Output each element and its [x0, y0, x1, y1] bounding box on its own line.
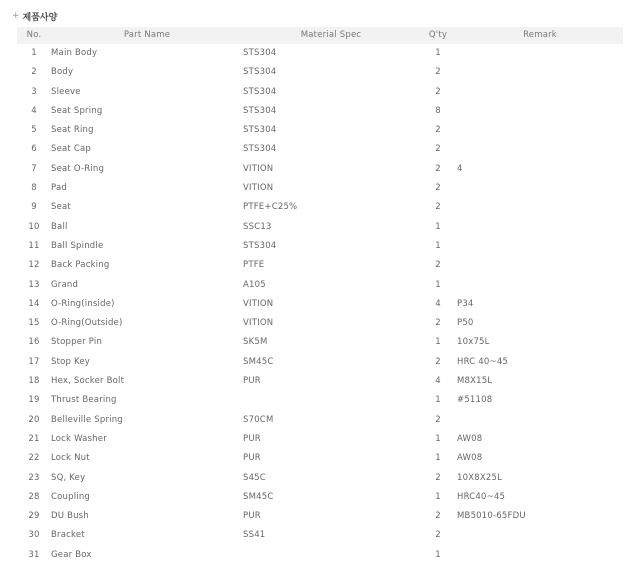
cell-part-name: Sleeve [51, 86, 81, 97]
table-row [17, 237, 623, 256]
table-row [17, 160, 623, 179]
cell-part-name: O-Ring(Outside) [51, 318, 123, 329]
cell-part-name: Back Packing [51, 260, 110, 271]
cell-no: 19 [28, 395, 40, 406]
cell-no: 13 [28, 279, 40, 290]
table-row [17, 295, 623, 314]
plus-bullet-icon: + [12, 11, 20, 21]
cell-qty: 2 [435, 511, 441, 522]
cell-qty: 4 [435, 298, 441, 309]
cell-material-spec: S70CM [243, 414, 274, 425]
cell-no: 28 [28, 491, 40, 502]
header-qty: Q'ty [428, 30, 448, 40]
header-no: No. [26, 30, 42, 40]
cell-remark [457, 526, 623, 545]
table-row [17, 546, 623, 565]
table-row [17, 411, 623, 430]
cell-no: 7 [31, 163, 37, 174]
cell-qty: 1 [435, 240, 441, 251]
cell-qty: 2 [435, 125, 441, 136]
cell-qty: 2 [435, 163, 441, 174]
cell-material-spec: SK5M [243, 337, 268, 348]
cell-material-spec: PUR [243, 511, 261, 522]
cell-remark: 10x75L [457, 337, 490, 348]
cell-part-name: Seat Cap [51, 144, 92, 155]
cell-part-name: Hex, Socker Bolt [51, 376, 125, 387]
cell-material-spec: VITION [243, 183, 274, 194]
cell-part-name: Gear Box [51, 549, 92, 560]
cell-no: 9 [31, 202, 37, 213]
table-row [17, 102, 623, 121]
cell-material-spec [243, 546, 419, 565]
table-row [17, 198, 623, 217]
cell-part-name: Thrust Bearing [51, 395, 117, 406]
cell-no: 5 [31, 125, 37, 136]
cell-qty: 1 [435, 337, 441, 348]
cell-material-spec [243, 391, 419, 410]
cell-part-name: Seat O-Ring [51, 163, 105, 174]
cell-remark [457, 546, 623, 565]
cell-qty: 2 [435, 183, 441, 194]
cell-no: 6 [31, 144, 37, 155]
header-remark: Remark [523, 30, 557, 40]
table-row [17, 507, 623, 526]
cell-part-name: Belleville Spring [51, 414, 123, 425]
cell-qty: 1 [435, 433, 441, 444]
cell-material-spec: PTFE+C25% [243, 202, 298, 213]
cell-material-spec: S45C [243, 472, 266, 483]
cell-remark [457, 44, 623, 63]
cell-no: 17 [28, 356, 40, 367]
cell-material-spec: PTFE [243, 260, 265, 271]
cell-no: 16 [28, 337, 40, 348]
cell-material-spec: STS304 [243, 48, 277, 58]
cell-qty: 1 [435, 48, 441, 58]
cell-qty: 2 [435, 318, 441, 329]
cell-remark [457, 140, 623, 159]
cell-part-name: Seat Ring [51, 125, 94, 136]
cell-qty: 1 [435, 395, 441, 406]
cell-no: 8 [31, 183, 37, 194]
cell-qty: 2 [435, 472, 441, 483]
cell-qty: 2 [435, 67, 441, 78]
cell-no: 23 [28, 472, 40, 483]
cell-no: 1 [31, 48, 37, 58]
cell-remark: HRC40~45 [457, 491, 506, 502]
cell-part-name: Grand [51, 279, 79, 290]
cell-material-spec: STS304 [243, 240, 277, 251]
cell-part-name: Body [51, 67, 74, 78]
cell-part-name: O-Ring(inside) [51, 298, 115, 309]
cell-part-name: Stop Key [51, 356, 91, 367]
table-row [17, 469, 623, 488]
cell-qty: 1 [435, 221, 441, 232]
cell-no: 20 [28, 414, 40, 425]
cell-material-spec: SM45C [243, 491, 274, 502]
cell-remark: MB5010-65FDU [457, 511, 526, 522]
cell-material-spec: VITION [243, 318, 274, 329]
cell-material-spec: STS304 [243, 86, 277, 97]
cell-remark [457, 218, 623, 237]
spec-table-body [17, 44, 623, 565]
cell-material-spec: PUR [243, 453, 261, 464]
cell-remark: 10X8X25L [457, 472, 503, 483]
cell-remark [457, 102, 623, 121]
cell-part-name: Ball Spindle [51, 240, 104, 251]
cell-no: 10 [28, 221, 40, 232]
cell-qty: 8 [435, 105, 441, 116]
cell-material-spec: PUR [243, 433, 261, 444]
cell-qty: 2 [435, 356, 441, 367]
table-row [17, 449, 623, 468]
table-row [17, 353, 623, 372]
cell-no: 18 [28, 376, 40, 387]
header-part-name: Part Name [123, 30, 171, 40]
table-row [17, 333, 623, 352]
cell-qty: 1 [435, 549, 441, 560]
cell-no: 14 [28, 298, 40, 309]
cell-no: 2 [31, 67, 37, 78]
cell-remark [457, 411, 623, 430]
cell-qty: 2 [435, 202, 441, 213]
table-row [17, 430, 623, 449]
section-title [12, 9, 57, 23]
cell-qty: 1 [435, 279, 441, 290]
cell-part-name: Seat Spring [51, 105, 103, 116]
cell-no: 29 [28, 511, 40, 522]
cell-remark [457, 198, 623, 217]
cell-remark: 4 [457, 163, 463, 174]
header-row [17, 27, 623, 44]
cell-material-spec: VITION [243, 163, 274, 174]
cell-remark [457, 276, 623, 295]
cell-part-name: Stopper Pin [51, 337, 103, 348]
table-row [17, 372, 623, 391]
cell-material-spec: STS304 [243, 105, 277, 116]
cell-remark [457, 121, 623, 140]
cell-material-spec: SS41 [243, 530, 266, 541]
table-row [17, 63, 623, 82]
cell-remark [457, 256, 623, 275]
cell-remark: P50 [457, 318, 474, 329]
cell-no: 15 [28, 318, 40, 329]
cell-part-name: Pad [51, 183, 67, 194]
table-row [17, 391, 623, 410]
cell-no: 22 [28, 453, 40, 464]
cell-part-name: Bracket [51, 530, 85, 541]
cell-qty: 2 [435, 414, 441, 425]
cell-remark [457, 237, 623, 256]
cell-part-name: DU Bush [51, 511, 89, 522]
cell-qty: 2 [435, 530, 441, 541]
cell-remark [457, 179, 623, 198]
cell-qty: 2 [435, 260, 441, 271]
cell-no: 11 [28, 240, 40, 251]
spec-table [17, 27, 623, 565]
table-row [17, 218, 623, 237]
table-row [17, 276, 623, 295]
cell-qty: 1 [435, 453, 441, 464]
cell-part-name: Lock Nut [51, 453, 90, 464]
cell-no: 3 [31, 86, 37, 97]
cell-remark: P34 [457, 298, 474, 309]
table-row [17, 256, 623, 275]
cell-part-name: Coupling [51, 491, 91, 502]
cell-no: 30 [28, 530, 40, 541]
table-row [17, 526, 623, 545]
cell-remark: M8X15L [457, 376, 493, 387]
cell-remark: #51108 [457, 395, 493, 406]
cell-part-name: SQ, Key [51, 472, 86, 483]
table-row [17, 121, 623, 140]
cell-material-spec: STS304 [243, 125, 277, 136]
cell-material-spec: STS304 [243, 144, 277, 155]
cell-material-spec: PUR [243, 376, 261, 387]
cell-no: 12 [28, 260, 40, 271]
cell-part-name: Seat [51, 202, 71, 213]
cell-remark: AW08 [457, 433, 483, 444]
cell-part-name: Main Body [51, 48, 98, 58]
cell-qty: 2 [435, 144, 441, 155]
cell-material-spec: STS304 [243, 67, 277, 78]
table-row [17, 83, 623, 102]
table-row [17, 314, 623, 333]
cell-material-spec: SM45C [243, 356, 274, 367]
cell-no: 4 [31, 105, 37, 116]
cell-no: 21 [28, 433, 40, 444]
cell-qty: 2 [435, 86, 441, 97]
table-row [17, 44, 623, 63]
section-title-text: 제품사양 [22, 12, 58, 23]
cell-qty: 1 [435, 491, 441, 502]
cell-no: 31 [28, 549, 40, 560]
cell-material-spec: VITION [243, 298, 274, 309]
cell-material-spec: SSC13 [243, 221, 272, 232]
header-material-spec: Material Spec [300, 30, 362, 40]
spec-table-header [17, 27, 623, 44]
cell-remark [457, 83, 623, 102]
table-row [17, 179, 623, 198]
table-row [17, 488, 623, 507]
cell-remark: HRC 40~45 [457, 356, 509, 367]
cell-remark: AW08 [457, 453, 483, 464]
cell-part-name: Lock Washer [51, 433, 107, 444]
cell-remark [457, 63, 623, 82]
cell-qty: 4 [435, 376, 441, 387]
cell-part-name: Ball [51, 221, 68, 232]
table-row [17, 140, 623, 159]
cell-material-spec: A105 [243, 279, 266, 290]
